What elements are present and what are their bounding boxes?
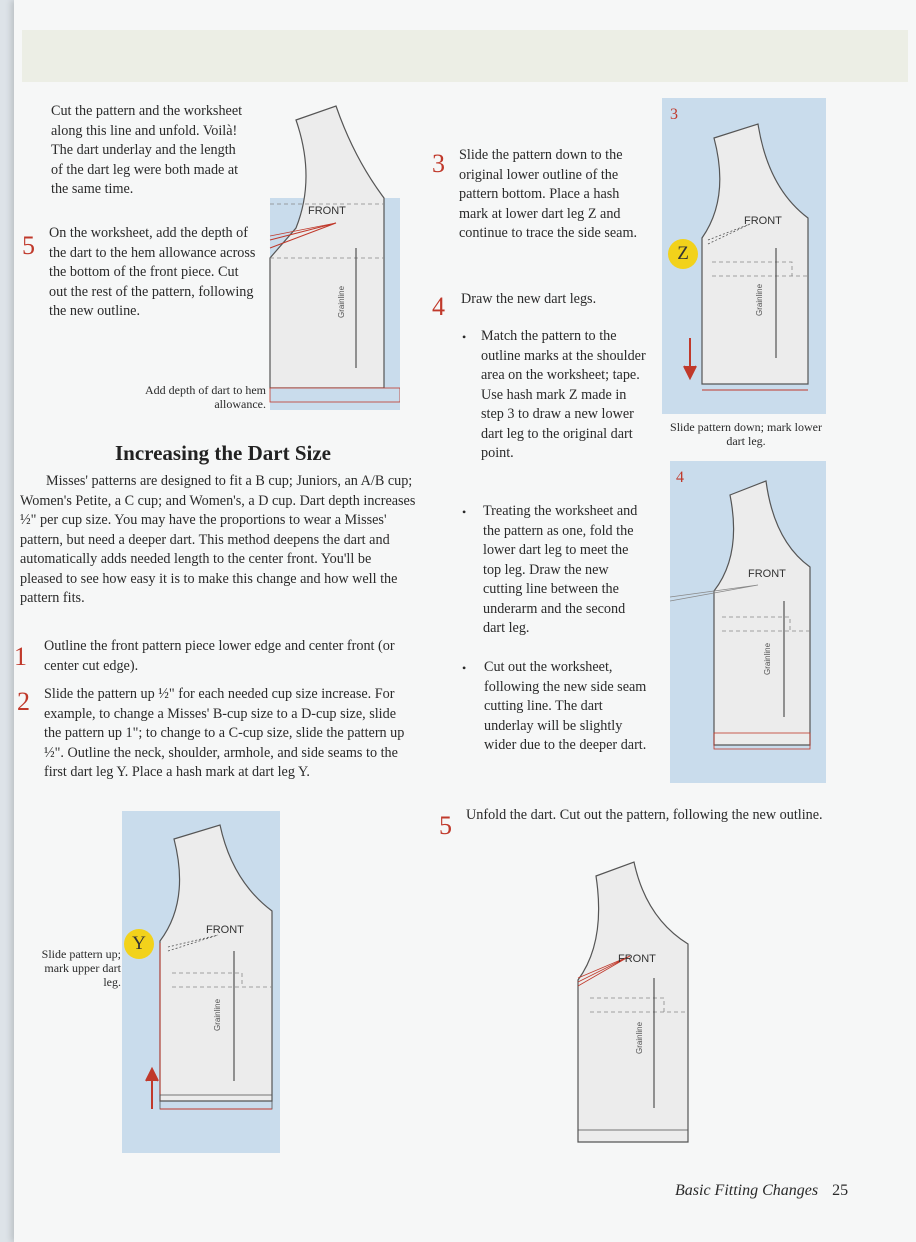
figure-hem-allowance [266,98,400,410]
front-label: FRONT [206,924,244,936]
front-label: FRONT [308,205,346,217]
section-heading: Increasing the Dart Size [115,441,331,465]
grainline-label: Grainline [213,998,222,1031]
figure-caption-hem: Add depth of dart to hem allowance. [145,383,266,411]
step-2-text: Slide the pattern up ½" for each needed cup size increase. For example, to change a Misses' B-cup size to a D-cup size, slide the pattern up 1"; to change to a C-cup size, slide the pattern up ½". Outline the neck, shoulder, armhole, and side seams to the first dart leg Y. Place a hash mark at dart leg Y. [44,686,405,780]
step-1-number: 1 [14,642,27,671]
top-band [22,30,908,82]
bullet-1: Match the pattern to the outline marks at the shoulder area on the worksheet; tape. Use hash mark Z made in step 3 to draw a new lower dart leg to the original dart point. [481,328,646,461]
figure-new-dart-legs [670,461,826,783]
step-3-number: 3 [432,149,445,178]
bullet-2: Treating the worksheet and the pattern as one, fold the lower dart leg to meet the top leg. Draw the new cutting line between the underarm and the second dart leg. [483,503,638,636]
intro-text: Cut the pattern and the worksheet along this line and unfold. Voilà! The dart underlay and the length of the dart leg were both made at the same time. [51,103,243,197]
figure-3-number: 3 [670,106,678,123]
figure-caption-slide-up: Slide pattern up; mark upper dart leg. [41,947,121,989]
bullet-marker: • [462,505,467,519]
figure-final-outline [570,858,696,1154]
step-5-text: On the worksheet, add the depth of the dart to the hem allowance across the bottom of the front piece. Cut out the rest of the pattern, following the new outline. [49,225,256,319]
step-1-text: Outline the front pattern piece lower edge and center front (or center cut edge). [44,638,395,674]
pattern-diagram [670,461,826,783]
figure-caption-slide-down: Slide pattern down; mark lower dart leg. [670,420,822,448]
grainline-label: Grainline [763,642,772,675]
grainline-label: Grainline [755,283,764,316]
step-3-text: Slide the pattern down to the original lower outline of the pattern bottom. Place a hash mark at lower dart leg Z and continue to trace the side seam. [459,147,638,241]
front-label: FRONT [618,953,656,965]
front-label: FRONT [748,568,786,580]
grainline-label: Grainline [635,1021,644,1054]
bullet-marker: • [462,661,467,675]
section-body: Misses' patterns are designed to fit a B cup; Juniors, an A/B cup; Women's Petite, a C cup; and Women's, a D cup. Dart depth increases ½" per cup size. You may have the proportions to wear a Misses' pattern, but need a deeper dart. This method deepens the dart and automatically adds needed length to the center front. You'll be pleased to see how easy it is to make this change and how well the pattern fits. [20,473,416,606]
figure-4-number: 4 [676,469,684,486]
dart-leg-y-badge: Y [124,929,154,959]
book-page [14,0,916,1242]
step-5-number: 5 [22,231,35,260]
dart-leg-z-badge: Z [668,239,698,269]
page-number: 25 [832,1182,849,1199]
page-footer [675,1182,848,1200]
step-2-number: 2 [17,687,30,716]
pattern-diagram [122,811,280,1153]
chapter-title: Basic Fitting Changes [675,1182,819,1199]
front-label: FRONT [744,215,782,227]
bullet-3: Cut out the worksheet, following the new side seam cutting line. The dart underlay will be slightly wider due to the deeper dart. [484,659,647,753]
grainline-label: Grainline [337,285,346,318]
step-4-text: Draw the new dart legs. [461,291,597,307]
step-5b-text: Unfold the dart. Cut out the pattern, following the new outline. [466,807,823,823]
step-4-number: 4 [432,292,445,321]
figure-slide-up [122,811,280,1153]
bullet-marker: • [462,330,467,344]
pattern-diagram [570,858,696,1154]
pattern-diagram [266,98,400,410]
step-5b-number: 5 [439,811,452,840]
